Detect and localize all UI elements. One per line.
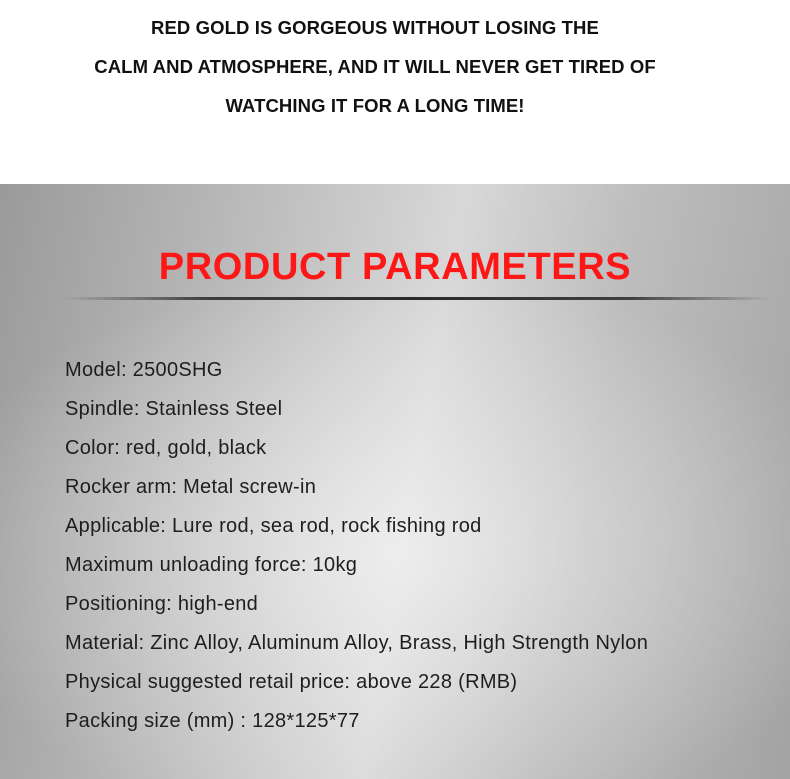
parameter-item: Applicable: Lure rod, sea rod, rock fishing rod: [65, 515, 482, 537]
title-divider: [64, 297, 770, 300]
parameter-item: Model: 2500SHG: [65, 359, 223, 381]
parameter-item: Spindle: Stainless Steel: [65, 398, 283, 420]
parameter-item: Material: Zinc Alloy, Aluminum Alloy, Brass, High Strength Nylon: [65, 632, 649, 654]
intro-line: WATCHING IT FOR A LONG TIME!: [225, 95, 525, 116]
intro-section: [0, 0, 790, 184]
parameter-item: Maximum unloading force: 10kg: [65, 554, 358, 576]
intro-line: RED GOLD IS GORGEOUS WITHOUT LOSING THE: [151, 17, 599, 38]
parameter-item: Physical suggested retail price: above 228 (RMB): [65, 671, 518, 693]
parameter-item: Packing size (mm) : 128*125*77: [65, 710, 360, 732]
section-title: PRODUCT PARAMETERS: [158, 246, 632, 288]
product-parameters-section: [0, 184, 790, 779]
parameter-item: Rocker arm: Metal screw-in: [65, 476, 317, 498]
intro-line: CALM AND ATMOSPHERE, AND IT WILL NEVER GET TIRED OF: [94, 56, 656, 77]
parameter-list: [65, 351, 648, 741]
parameter-item: Positioning: high-end: [65, 593, 259, 615]
intro-tagline: [0, 8, 750, 125]
parameter-item: Color: red, gold, black: [65, 437, 267, 459]
